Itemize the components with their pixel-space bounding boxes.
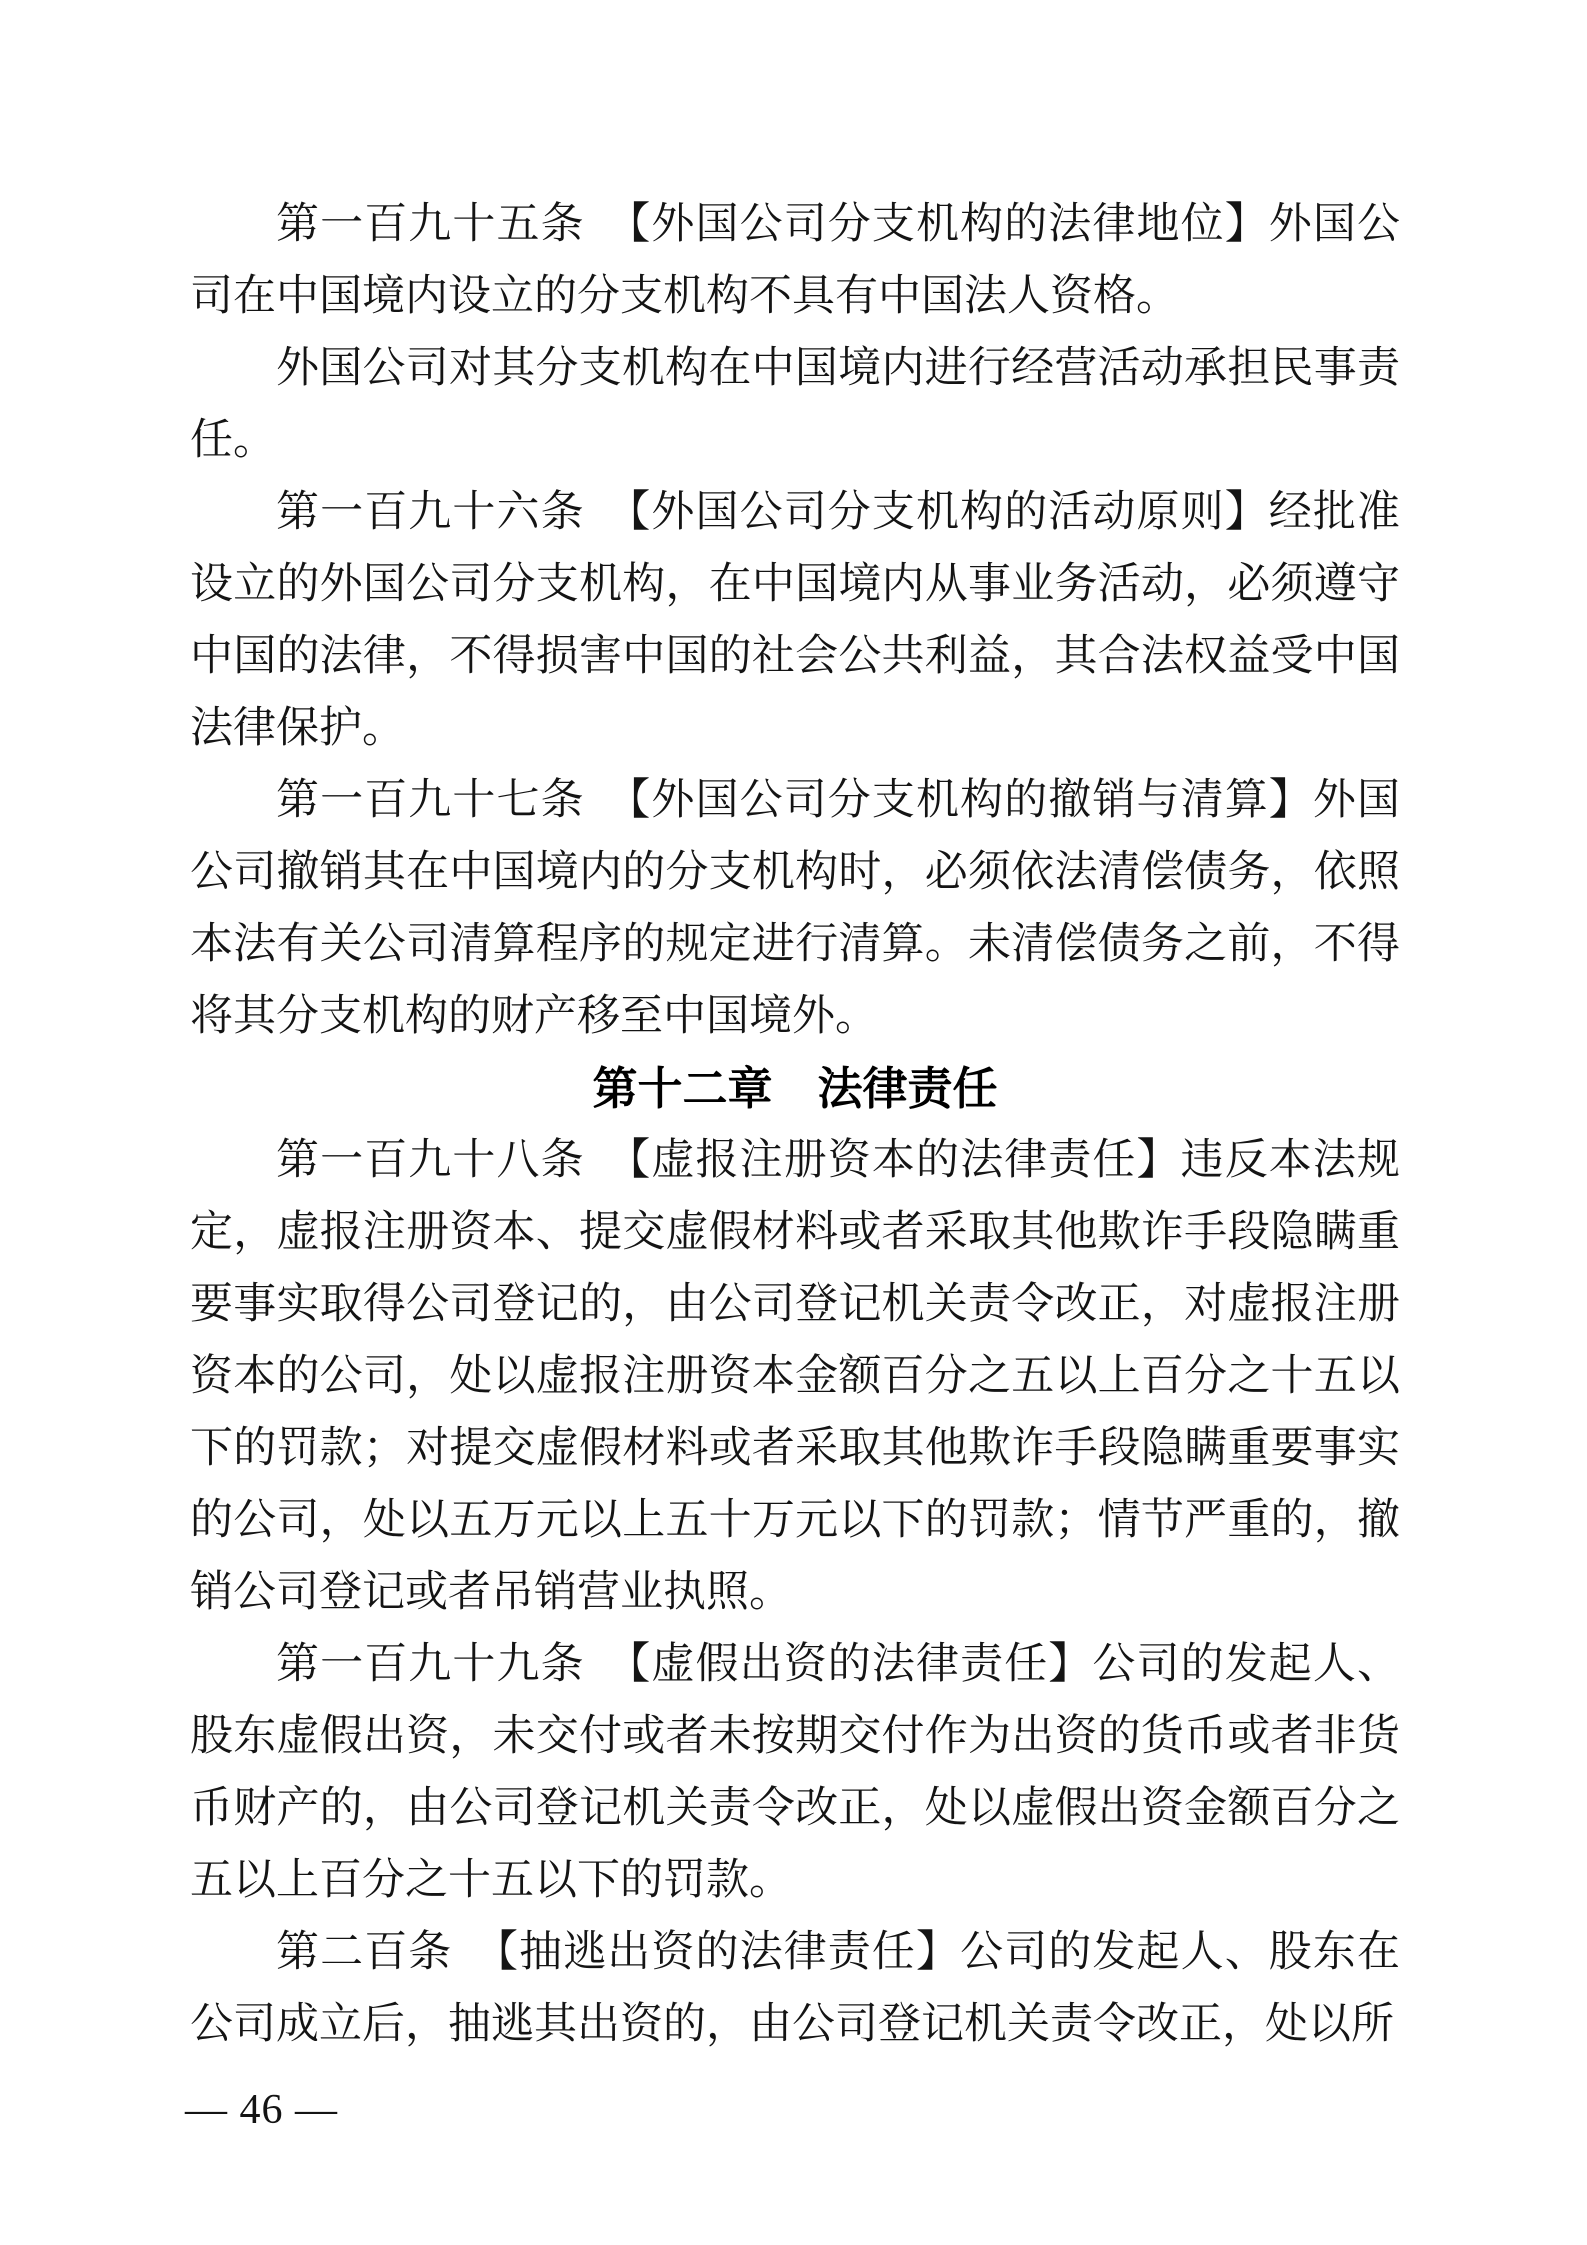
document-body: [190, 189, 1400, 2061]
chapter-heading: 第十二章 法律责任: [592, 1063, 998, 1114]
paragraph: 第一百九十七条 【外国公司分支机构的撤销与清算】外国公司撤销其在中国境内的分支机构时，必须依法清偿债务，依照本法有关公司清算程序的规定进行清算。未清偿债务之前，不得将其分支机构的财产移至中国境外。: [190, 777, 1400, 1040]
paragraph: 第二百条 【抽逃出资的法律责任】公司的发起人、股东在公司成立后，抽逃其出资的，由公司登记机关责令改正，处以所: [190, 1929, 1400, 2048]
paragraph: 第一百九十六条 【外国公司分支机构的活动原则】经批准设立的外国公司分支机构，在中国境内从事业务活动，必须遵守中国的法律，不得损害中国的社会公共利益，其合法权益受中国法律保护。: [190, 489, 1400, 752]
paragraph: 第一百九十九条 【虚假出资的法律责任】公司的发起人、股东虚假出资，未交付或者未按期交付作为出资的货币或者非货币财产的，由公司登记机关责令改正，处以虚假出资金额百分之五以上百分之十五以下的罚款。: [190, 1641, 1400, 1904]
page-number: — 46 —: [185, 2087, 338, 2133]
paragraph: 第一百九十五条 【外国公司分支机构的法律地位】外国公司在中国境内设立的分支机构不具有中国法人资格。: [190, 201, 1400, 320]
paragraph: 第一百九十八条 【虚报注册资本的法律责任】违反本法规定，虚报注册资本、提交虚假材料或者采取其他欺诈手段隐瞒重要事实取得公司登记的，由公司登记机关责令改正，对虚报注册资本的公司，处以虚报注册资本金额百分之五以上百分之十五以下的罚款；对提交虚假材料或者采取其他欺诈手段隐瞒重要事实的公司，处以五万元以上五十万元以下的罚款；情节严重的，撤销公司登记或者吊销营业执照。: [190, 1137, 1400, 1616]
paragraph: 外国公司对其分支机构在中国境内进行经营活动承担民事责任。: [190, 345, 1400, 464]
